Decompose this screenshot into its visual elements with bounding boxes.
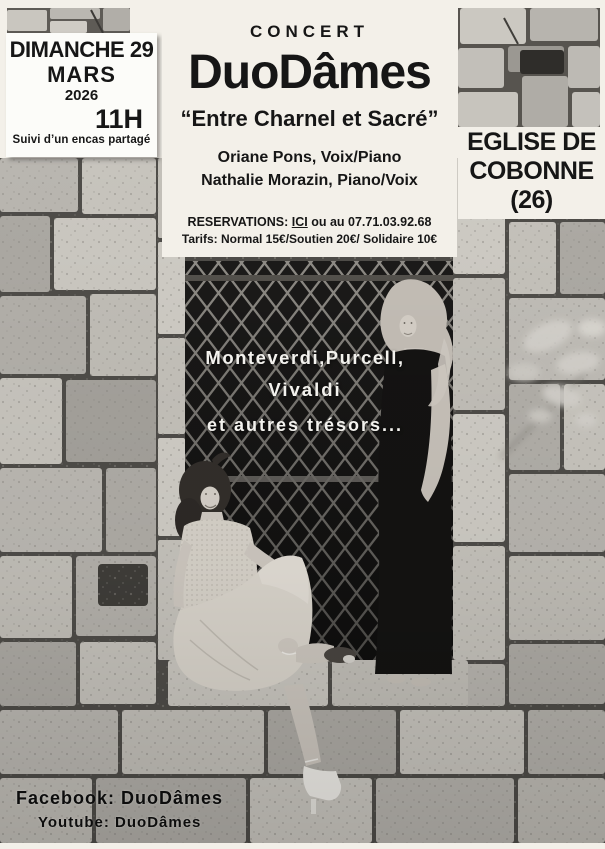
- program-line-1: Monteverdi,Purcell,: [205, 347, 405, 368]
- date-time: 11H: [94, 104, 143, 134]
- stone-wall-photo: [0, 158, 605, 843]
- venue-line-2: COBONNE: [469, 157, 594, 185]
- header-box: [162, 0, 457, 257]
- performer-1: Oriane Pons, Voix/Piano: [217, 149, 402, 166]
- performers: [162, 146, 457, 192]
- date-note: Suivi d’un encas partagé: [12, 134, 151, 146]
- venue-line-1: EGLISE DE: [467, 128, 596, 156]
- reservations-line: [162, 215, 457, 229]
- date-month: MARS: [47, 62, 116, 87]
- tarifs-line: Tarifs: Normal 15€/Soutien 20€/ Solidaire 10€: [181, 232, 438, 246]
- youtube-line: Youtube: DuoDâmes: [38, 814, 202, 831]
- venue-card: [458, 127, 605, 219]
- performer-2: Nathalie Morazin, Piano/Voix: [201, 172, 418, 189]
- kicker: CONCERT: [249, 22, 370, 41]
- program-overlay: [150, 347, 460, 436]
- venue-line-3: (26): [510, 186, 553, 214]
- stone-photo-strip-top-left: [7, 8, 130, 33]
- page-title: DuoDâmes: [188, 46, 431, 99]
- reservations-phone: ou au 07.71.03.92.68: [311, 215, 432, 229]
- reservations-label: RESERVATIONS:: [187, 215, 289, 229]
- facebook-line: Facebook: DuoDâmes: [16, 788, 224, 808]
- date-day: DIMANCHE 29: [9, 37, 154, 62]
- bottom-margin-strip: [0, 843, 605, 849]
- stone-photo-patch-top-right: [458, 8, 600, 127]
- reservations-link[interactable]: ICI: [291, 215, 308, 229]
- date-card: [6, 33, 157, 157]
- program-line-3: et autres trésors...: [206, 415, 404, 435]
- date-year: 2026: [64, 87, 99, 104]
- social-overlay: [16, 788, 223, 831]
- subtitle: “Entre Charnel et Sacré”: [180, 106, 439, 131]
- program-line-2: Vivaldi: [268, 379, 342, 400]
- photo-vignette: [0, 158, 605, 843]
